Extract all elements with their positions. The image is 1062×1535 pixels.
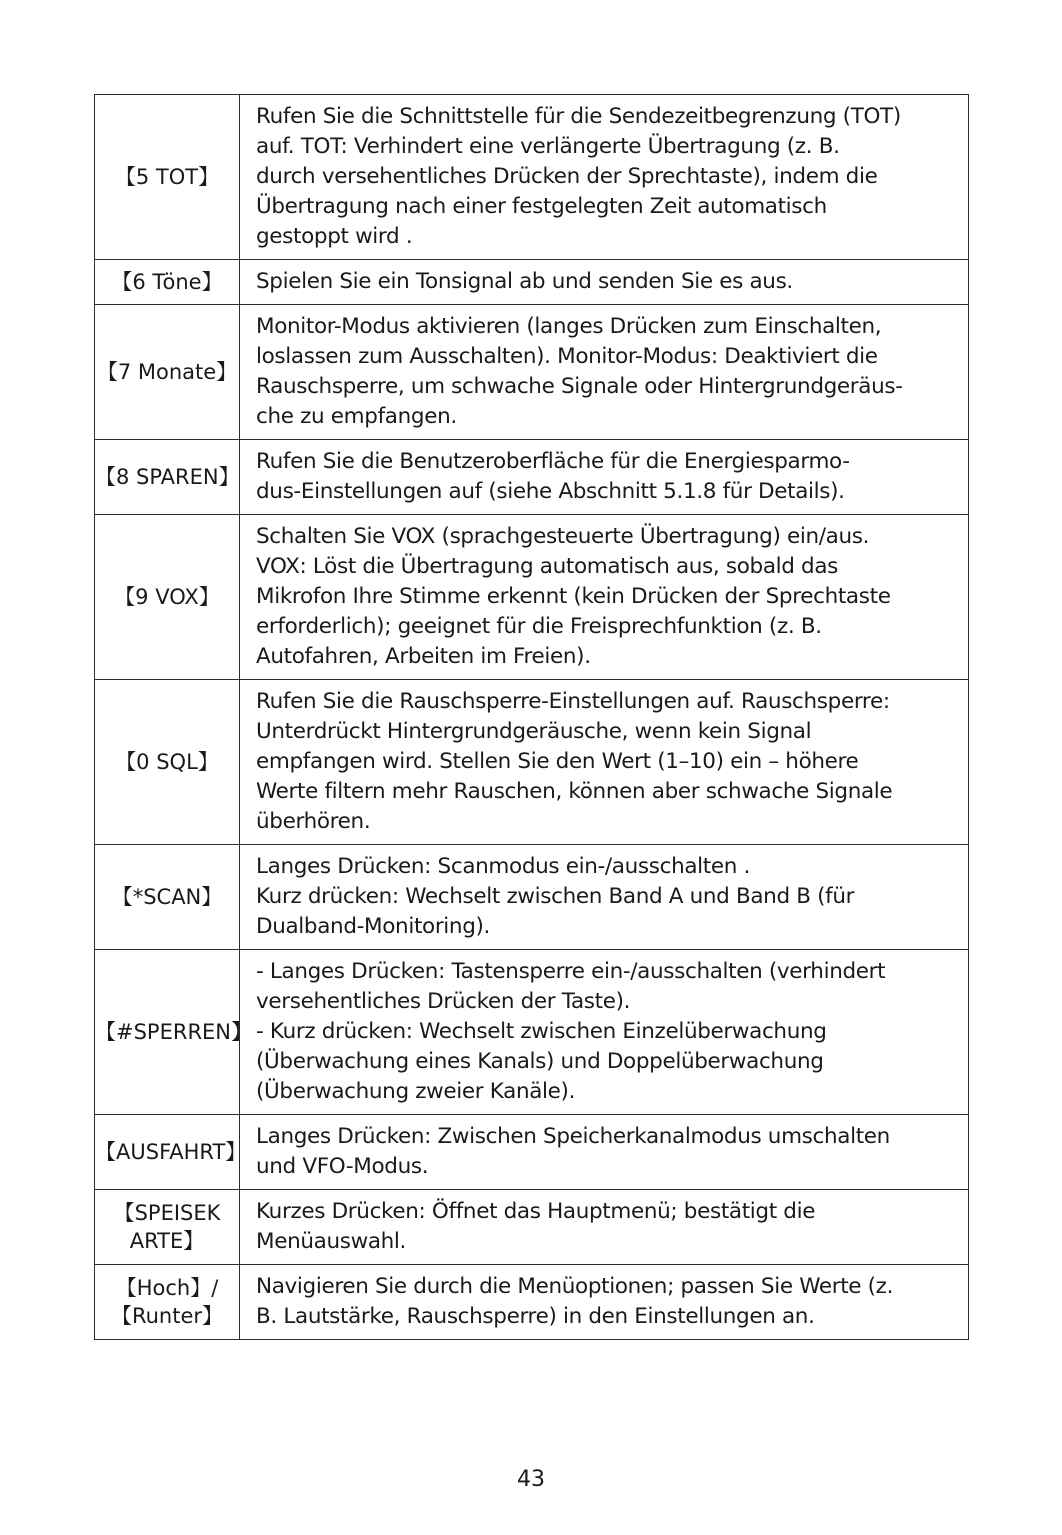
- description-line: Dualband-Monitoring).: [256, 914, 491, 939]
- description-line: erforderlich); geeignet für die Freisprechfunktion (z. B.: [256, 614, 822, 639]
- key-label: ARTE】: [129, 1229, 205, 1253]
- key-label: 【SPEISEK: [113, 1201, 221, 1225]
- description-line: Monitor-Modus aktivieren (langes Drücken zum Einschalten,: [256, 314, 882, 339]
- table-row: [95, 845, 969, 950]
- table-row: [95, 950, 969, 1115]
- description-line: (Überwachung zweier Kanäle).: [256, 1079, 576, 1104]
- description-line: Mikrofon Ihre Stimme erkennt (kein Drücken der Sprechtaste: [256, 584, 891, 609]
- description-line: VOX: Löst die Übertragung automatisch aus, sobald das: [256, 554, 839, 579]
- description-cell: [240, 305, 969, 440]
- description-line: Rufen Sie die Benutzeroberfläche für die Energiesparmo-: [256, 449, 850, 474]
- table-row: [95, 515, 969, 680]
- description-cell: [240, 95, 969, 260]
- description-line: Übertragung nach einer festgelegten Zeit automatisch: [256, 194, 827, 219]
- description-line: che zu empfangen.: [256, 404, 457, 429]
- key-label: 【5 TOT】: [114, 165, 220, 189]
- key-cell: [95, 95, 240, 260]
- description-line: auf. TOT: Verhindert eine verlängerte Übertragung (z. B.: [256, 134, 840, 159]
- description-line: Kurz drücken: Wechselt zwischen Band A und Band B (für: [256, 884, 855, 909]
- description-cell: [240, 515, 969, 680]
- key-cell: [95, 950, 253, 1115]
- description-line: Menüauswahl.: [256, 1229, 407, 1254]
- key-label: 【8 SPAREN】: [95, 465, 240, 489]
- description-cell: [240, 440, 969, 515]
- table-body: [95, 95, 969, 1340]
- description-line: dus-Einstellungen auf (siehe Abschnitt 5.1.8 für Details).: [256, 479, 845, 504]
- key-label: 【AUSFAHRT】: [95, 1140, 247, 1164]
- description-cell: [240, 1265, 969, 1340]
- key-cell: [95, 260, 240, 305]
- description-cell: [240, 1190, 969, 1265]
- description-cell: [240, 680, 969, 845]
- description-line: gestoppt wird .: [256, 224, 413, 249]
- key-cell: [95, 515, 240, 680]
- description-line: loslassen zum Ausschalten). Monitor-Modus: Deaktiviert die: [256, 344, 878, 369]
- description-cell: [240, 260, 969, 305]
- description-line: Rufen Sie die Schnittstelle für die Sendezeitbegrenzung (TOT): [256, 104, 901, 129]
- description-line: (Überwachung eines Kanals) und Doppelüberwachung: [256, 1049, 824, 1074]
- page-number: 43: [517, 1467, 545, 1492]
- description-line: Kurzes Drücken: Öffnet das Hauptmenü; bestätigt die: [256, 1199, 816, 1224]
- key-cell: [95, 1190, 240, 1265]
- key-label: 【Runter】: [110, 1304, 224, 1328]
- description-line: durch versehentliches Drücken der Sprechtaste), indem die: [256, 164, 878, 189]
- description-line: - Kurz drücken: Wechselt zwischen Einzelüberwachung: [256, 1019, 827, 1044]
- key-label: 【0 SQL】: [115, 750, 219, 774]
- table-row: [95, 1115, 969, 1190]
- description-cell: [240, 845, 969, 950]
- table-row: [95, 305, 969, 440]
- key-label: 【*SCAN】: [111, 885, 223, 909]
- description-line: und VFO-Modus.: [256, 1154, 429, 1179]
- description-line: Werte filtern mehr Rauschen, können aber schwache Signale: [256, 779, 893, 804]
- key-label: 【Hoch】/: [115, 1276, 219, 1300]
- description-line: überhören.: [256, 809, 371, 834]
- table-row: [95, 1190, 969, 1265]
- key-cell: [95, 680, 240, 845]
- description-cell: [240, 1115, 969, 1190]
- description-line: Unterdrückt Hintergrundgeräusche, wenn kein Signal: [256, 719, 812, 744]
- description-line: Langes Drücken: Scanmodus ein-/ausschalten .: [256, 854, 751, 879]
- description-line: - Langes Drücken: Tastensperre ein-/ausschalten (verhindert: [256, 959, 886, 984]
- table-row: [95, 95, 969, 260]
- table-row: [95, 440, 969, 515]
- key-label: 【6 Töne】: [111, 270, 223, 294]
- key-cell: [95, 845, 240, 950]
- description-line: Navigieren Sie durch die Menüoptionen; passen Sie Werte (z.: [256, 1274, 894, 1299]
- table-row: [95, 680, 969, 845]
- key-cell: [95, 305, 240, 440]
- key-cell: [95, 1265, 240, 1340]
- key-cell: [95, 1115, 247, 1190]
- table-row: [95, 1265, 969, 1340]
- description-line: Rufen Sie die Rauschsperre-Einstellungen auf. Rauschsperre:: [256, 689, 890, 714]
- key-label: 【9 VOX】: [114, 585, 220, 609]
- key-label: 【#SPERREN】: [95, 1020, 253, 1044]
- key-cell: [95, 440, 240, 515]
- key-function-table: [94, 94, 969, 1340]
- description-line: Rauschsperre, um schwache Signale oder Hintergrundgeräus-: [256, 374, 903, 399]
- description-line: Spielen Sie ein Tonsignal ab und senden Sie es aus.: [256, 269, 793, 294]
- description-line: B. Lautstärke, Rauschsperre) in den Einstellungen an.: [256, 1304, 815, 1329]
- description-cell: [240, 950, 969, 1115]
- description-line: versehentliches Drücken der Taste).: [256, 989, 631, 1014]
- table-row: [95, 260, 969, 305]
- description-line: Langes Drücken: Zwischen Speicherkanalmodus umschalten: [256, 1124, 890, 1149]
- description-line: Schalten Sie VOX (sprachgesteuerte Übertragung) ein/aus.: [256, 524, 870, 549]
- description-line: empfangen wird. Stellen Sie den Wert (1–10) ein – höhere: [256, 749, 859, 774]
- key-label: 【7 Monate】: [96, 360, 238, 384]
- description-line: Autofahren, Arbeiten im Freien).: [256, 644, 591, 669]
